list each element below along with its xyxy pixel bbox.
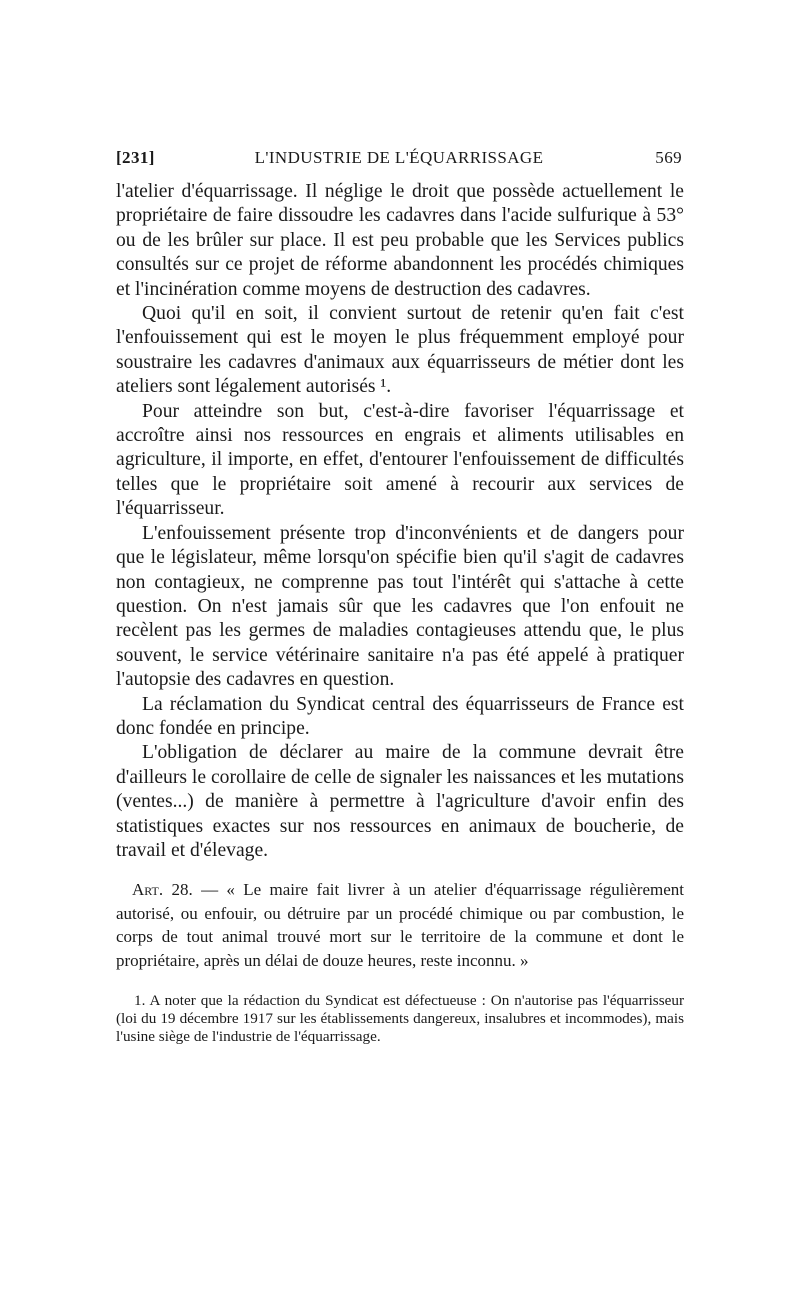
article-label: Art. 28.	[132, 880, 193, 900]
page-body	[116, 180, 684, 1047]
running-title: L'INDUSTRIE DE L'ÉQUARRISSAGE	[254, 148, 544, 167]
paragraph: L'obligation de déclarer au maire de la commune devrait être d'ailleurs le corollaire de celle de signaler les naissances et les mutations (ventes...) de manière à permettre à l'agriculture d'avoir enfin des statistiques exactes sur nos ressources en animaux de boucherie, de travail et d'élevage.	[116, 742, 684, 861]
paragraph: La réclamation du Syndicat central des équarrisseurs de France est donc fondée en principe.	[116, 693, 684, 739]
running-header	[116, 148, 682, 172]
bracketed-folio: [231]	[116, 148, 155, 167]
page-number: 569	[655, 148, 682, 167]
paragraph: L'enfouissement présente trop d'inconvénients et de dangers pour que le législateur, même lorsqu'on spécifie bien qu'il s'agit de cadavres non contagieux, ne comprenne pas tout l'intérêt qui s'attache à cette question. On n'est jamais sûr que les cadavres que l'on enfouit ne recèlent pas les germes de maladies contagieuses attendu que, le plus souvent, le service vétérinaire sanitaire n'a pas été appelé à pratiquer l'autopsie des cadavres en question.	[116, 522, 684, 691]
paragraph: Pour atteindre son but, c'est-à-dire favoriser l'équarrissage et accroître ainsi nos ressources en engrais et aliments utilisables en agriculture, il importe, en effet, d'entourer l'enfouissement de difficultés telles que le propriétaire soit amené à recourir aux services de l'équarrisseur.	[116, 400, 684, 520]
footnote: 1. A noter que la rédaction du Syndicat est défectueuse : On n'autorise pas l'équarrisseur (loi du 19 décembre 1917 sur les établissements dangereux, insalubres et incommodes), mais l'usine siège de l'industrie de l'équarrissage.	[116, 992, 684, 1046]
paragraph: l'atelier d'équarrissage. Il néglige le droit que possède actuellement le propriétaire de faire dissoudre les cadavres dans l'acide sulfurique à 53° ou de les brûler sur place. Il est peu probable que les Services publics consultés sur ce projet de réforme abandonnent les procédés chimiques et l'incinération comme moyens de destruction des cadavres.	[116, 181, 684, 300]
paragraph: Quoi qu'il en soit, il convient surtout de retenir qu'en fait c'est l'enfouissement qui est le moyen le plus fréquemment employé pour soustraire les cadavres d'animaux aux équarrisseurs de métier dont les ateliers sont légalement autorisés ¹.	[116, 303, 684, 398]
law-article-quote	[116, 878, 684, 972]
article-text: — « Le maire fait livrer à un atelier d'équarrissage régulièrement autorisé, ou enfouir, ou détruire par un procédé chimique ou par combustion, le corps de tout animal trouvé mort sur le territoire de la commune et dont le propriétaire, après un délai de douze heures, reste inconnu. »	[116, 880, 684, 970]
